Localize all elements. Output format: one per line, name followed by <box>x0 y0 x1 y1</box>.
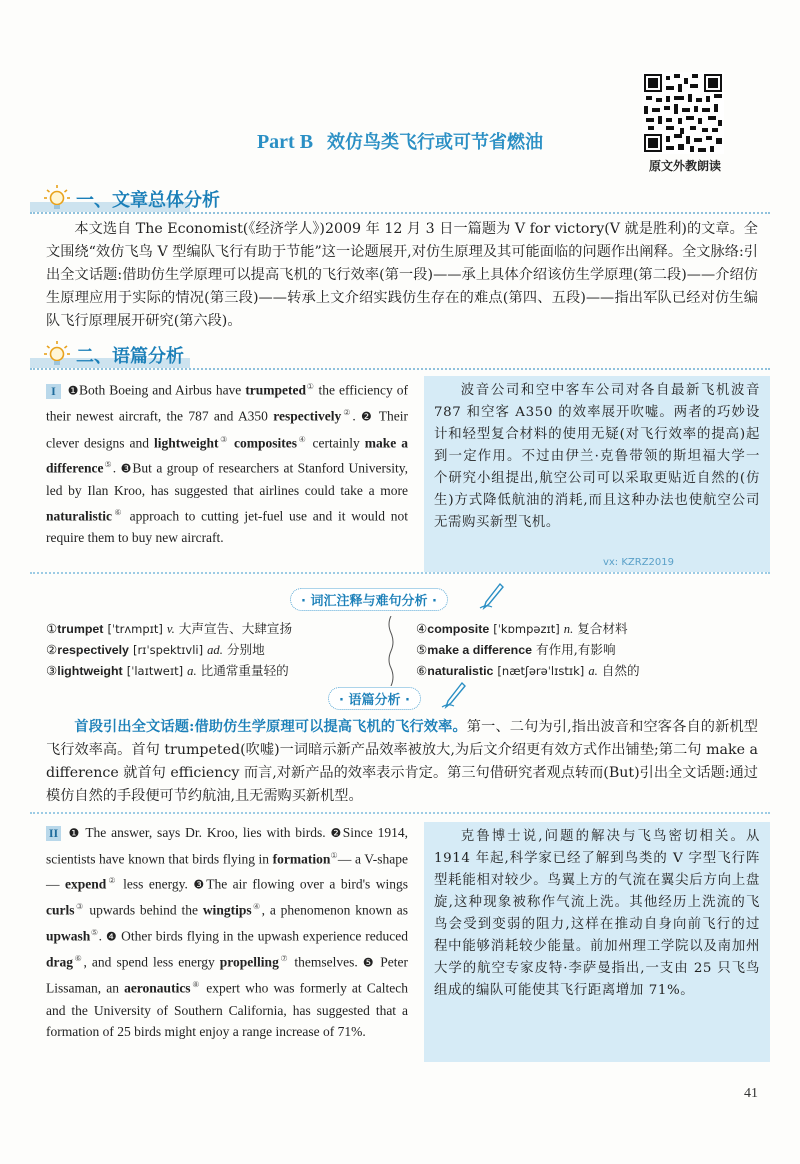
lightbulb-icon <box>44 184 70 214</box>
vocab-item: ⑥naturalistic [nætʃərəˈlɪstɪk] a. 自然的 <box>416 663 640 678</box>
analysis-paragraph <box>46 716 758 808</box>
roman-numeral: I <box>46 384 61 399</box>
vocab-item: ④composite [ˈkɒmpəzɪt] n. 复合材料 <box>416 621 628 636</box>
translation-text: 波音公司和空中客车公司对各自最新飞机波音 787 和空客 A350 的效率展开吹嘘。两者的巧妙设计和轻型复合材料的使用无疑(对飞行效率的提高)起到一定作用。不过由伊兰·克鲁带领的斯坦福大学一个研究小组提出,航空公司可以采取更贴近自然的(仿生)方式降低航油的消耗,而且这种办法也使航空公司无需购买新型飞机。 <box>434 383 760 530</box>
lightbulb-icon <box>44 340 70 370</box>
vocab-subhead: · 词汇注释与难句分析 · <box>290 588 448 611</box>
qr-caption: 原文外教朗读 <box>648 159 721 173</box>
section-header-overview <box>0 184 400 214</box>
analysis-text: 第一、二句为引,指出波音和空客各自的新机型飞行效率高。首句 trumpeted(吹嘘)一词暗示新产品效率被放大,为后文介绍更有效方式作出铺垫;第二句 make a difference 就首句 efficiency 而言,对新产品的效率表示肯定。第三句借研究者观点转而(But)引出全文话题:通过模仿自然的手段便可节约航油,且无需购买新机型。 <box>46 719 758 804</box>
translation-text: 克鲁博士说,问题的解决与飞鸟密切相关。从 1914 年起,科学家已经了解到鸟类的 V 字型飞行阵型耗能相对较少。鸟翼上方的气流在翼尖后方向上盘旋,这种现象被称作气流上洗。其他经历上洗流的飞鸟会受到变弱的阻力,这样在推动自身向前飞行的过程中能够消耗较少能量。前加州理工学院以及南加州大学的航空专家皮特·李萨曼指出,一支由 25 只飞鸟组成的编队可能使其飞行距离增加 71%。 <box>434 829 760 998</box>
part-label: Part B <box>256 131 314 153</box>
section-header-discourse <box>0 340 400 370</box>
page-title <box>0 128 800 154</box>
page-number: 41 <box>744 1086 758 1101</box>
overview-paragraph: 本文选自 The Economist(《经济学人》)2009 年 12 月 3 日一篇题为 V for victory(V 就是胜利)的文章。全文围绕“效仿飞鸟 V 型编队飞行有助于节能”这一论题展开,对仿生原理及其可能面临的问题作出阐释。全文脉络:引出全文话题:借助仿生学原理可以提高飞机的飞行效率(第一段)——承上具体介绍该仿生学原理(第二段)——介绍仿生原理应用于实际的情况(第三段)——转承上文介绍实践仿生存在的难点(第四、五段)——指出军队已经对仿生编队飞行原理展开研究(第六段)。 <box>46 221 758 329</box>
pen-icon <box>440 681 466 709</box>
part-title-text: 效仿鸟类飞行或可节省燃油 <box>327 132 544 153</box>
divider <box>30 368 770 370</box>
pen-icon <box>478 582 504 610</box>
vocab-item: ⑤make a difference 有作用,有影响 <box>416 642 616 657</box>
translation-box-1 <box>424 376 770 572</box>
watermark-text: vx: KZRZ2019 <box>602 557 674 568</box>
divider <box>30 212 770 214</box>
roman-numeral: II <box>46 826 61 841</box>
brace-divider <box>385 616 397 686</box>
section-title: 一、文章总体分析 <box>76 190 220 211</box>
english-paragraph-2: II ❶ The answer, says Dr. Kroo, lies with birds. ❷Since 1914, scientists have known that birds flying in formation①— a V-shape — expend② less energy. ❸The air flowing over a bird's wings curls③ upwards behind the wingtips④, a phenomenon known as upwash⑤. ❹ Other birds flying in the upwash experience reduced drag⑥, and spend less energy propelling⑦ themselves. ❺ Peter Lissaman, an aeronautics⑧ expert who was formerly at Caltech and the University of Southern California, has suggested that a formation of 25 birds might enjoy a range increase of 71%. <box>46 825 409 1040</box>
divider <box>30 812 770 814</box>
analysis-subhead: · 语篇分析 · <box>328 687 421 710</box>
section-title: 二、语篇分析 <box>76 346 184 367</box>
analysis-highlight: 首段引出全文话题:借助仿生学原理可以提高飞机的飞行效率。 <box>74 719 467 735</box>
divider <box>30 572 770 574</box>
vocab-item: ①trumpet [ˈtrʌmpɪt] v. 大声宣告、大肆宣扬 <box>46 621 293 636</box>
english-paragraph-1: I ❶Both Boeing and Airbus have trumpeted① the efficiency of their newest aircraft, the 787 and A350 respectively②. ❷ Their clever designs and lightweight③ composites④ certainly make a difference⑤. ❸But a group of researchers at Stanford University, led by Ilan Kroo, has suggested that airlines could take a more naturalistic⑥ approach to cutting jet-fuel use and it would not require them to buy new aircraft. <box>46 382 409 546</box>
translation-box-2 <box>424 822 770 1062</box>
vocab-item: ②respectively [rɪˈspektɪvli] ad. 分别地 <box>46 642 265 657</box>
vocab-item: ③lightweight [ˈlaɪtweɪt] a. 比通常重量轻的 <box>46 663 289 678</box>
